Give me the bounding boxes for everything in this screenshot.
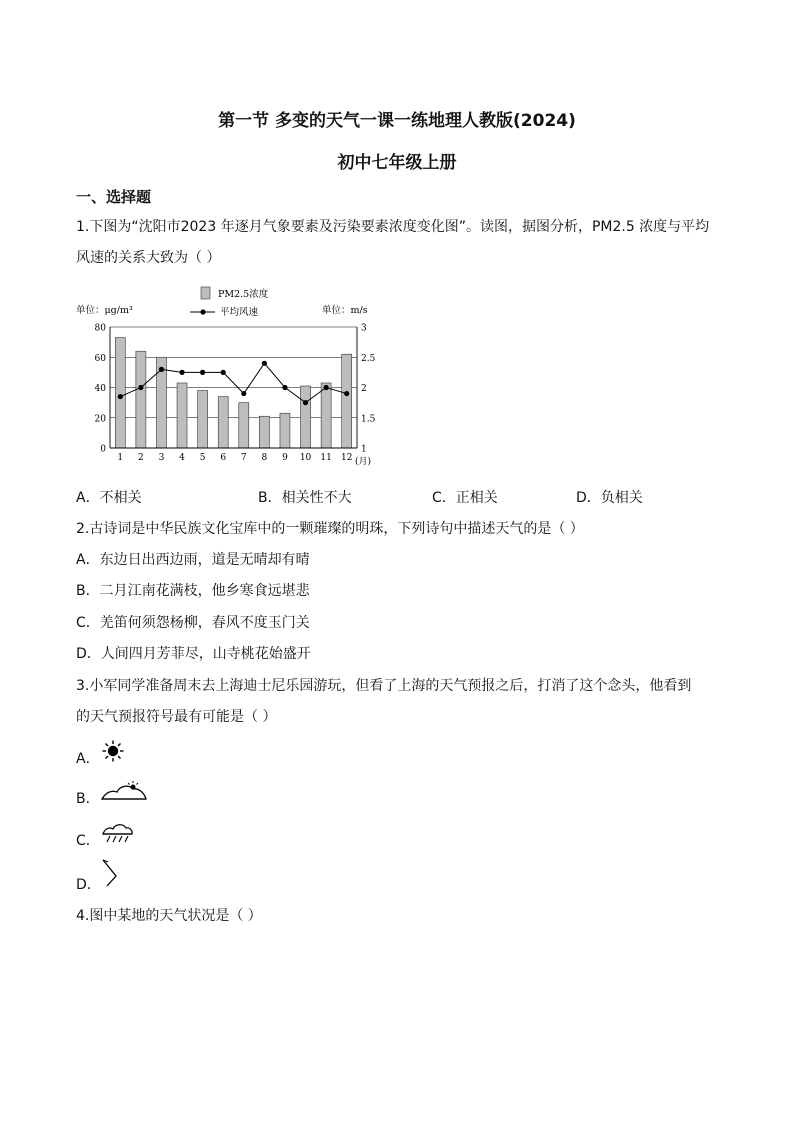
series-line — [120, 363, 346, 402]
q1-option-a[interactable]: A．不相关 — [76, 490, 142, 506]
y2-tick-label: 2 — [361, 384, 367, 394]
q3-option-d[interactable] — [76, 874, 101, 894]
page-subtitle: 初中七年级上册 — [337, 153, 457, 173]
q3-option-b[interactable] — [76, 788, 100, 808]
bar — [301, 386, 311, 448]
q1-option-c[interactable]: C．正相关 — [432, 490, 498, 506]
bar — [321, 383, 331, 448]
rain-icon — [100, 822, 134, 844]
partly-cloudy-icon — [100, 780, 148, 802]
right-unit-label: 单位：m/s — [322, 305, 368, 316]
x-tick-label: 2 — [138, 453, 144, 463]
x-tick-label: 8 — [261, 453, 268, 463]
x-tick-label: 12 — [340, 453, 353, 463]
page-title: 第一节 多变的天气一课一练地理人教版(2024) — [218, 111, 576, 131]
y-tick-label: 0 — [100, 444, 106, 455]
legend-line-label: 平均风速 — [220, 307, 259, 318]
q3-stem-line2: 的天气预报符号最有可能是（ ） — [76, 709, 277, 725]
x-tick-label: 4 — [179, 453, 185, 463]
q2-option-c[interactable]: C．羌笛何须怨杨柳，春风不度玉门关 — [76, 615, 310, 631]
line-point — [303, 400, 308, 405]
bar — [177, 383, 187, 448]
line-point — [344, 391, 349, 396]
bar — [342, 354, 352, 448]
legend-bar-swatch — [201, 287, 210, 299]
bar — [115, 338, 125, 448]
line-point — [118, 394, 123, 399]
q2-option-a[interactable]: A．东边日出西边雨，道是无晴却有晴 — [76, 552, 310, 568]
line-point — [138, 385, 143, 390]
y2-tick-label: 3 — [361, 323, 367, 334]
line-point — [179, 370, 184, 375]
x-tick-label: 3 — [158, 453, 165, 463]
y-tick-label: 80 — [94, 323, 106, 334]
wind-icon — [100, 858, 122, 888]
y-tick-label: 20 — [94, 414, 106, 425]
y2-tick-label: 1.5 — [361, 414, 376, 425]
y-tick-label: 40 — [94, 384, 106, 394]
q4-stem: 4.图中某地的天气状况是（ ） — [76, 908, 262, 924]
q3-option-c-label: C． — [76, 833, 100, 849]
line-point — [241, 391, 246, 396]
line-point — [200, 370, 205, 375]
bar — [280, 413, 290, 448]
section-heading: 一、选择题 — [76, 188, 152, 206]
line-point — [324, 385, 329, 390]
q3-stem-line1: 3.小军同学准备周末去上海迪士尼乐园游玩，但看了上海的天气预报之后，打消了这个念头，他看到 — [76, 678, 692, 694]
q1-option-b[interactable]: B．相关性不大 — [258, 490, 352, 506]
bar — [136, 351, 146, 448]
q3-option-b-label: B． — [76, 791, 100, 807]
legend-bar-label: PM2.5浓度 — [218, 289, 269, 300]
pm25-wind-chart — [70, 282, 410, 472]
q2-stem: 2.古诗词是中华民族文化宝库中的一颗璀璨的明珠，下列诗句中描述天气的是（ ） — [76, 521, 584, 537]
q3-option-c[interactable] — [76, 830, 100, 850]
x-axis-suffix: (月) — [355, 457, 372, 467]
legend-line-marker — [200, 309, 205, 314]
bar — [239, 403, 249, 448]
q1-option-d[interactable]: D．负相关 — [576, 490, 643, 506]
y2-tick-label: 2.5 — [361, 353, 376, 364]
x-tick-label: 6 — [220, 453, 227, 463]
x-tick-label: 7 — [240, 453, 247, 463]
q3-option-d-label: D． — [76, 877, 101, 893]
x-tick-label: 10 — [299, 453, 312, 463]
left-unit-label: 单位：μg/m³ — [76, 305, 133, 316]
x-tick-label: 9 — [282, 453, 288, 463]
q2-option-b[interactable]: B．二月江南花满枝，他乡寒食远堪悲 — [76, 583, 310, 599]
q2-option-d[interactable]: D．人间四月芳菲尽，山寺桃花始盛开 — [76, 646, 311, 662]
line-point — [262, 361, 267, 366]
bar — [259, 416, 269, 448]
q3-option-a[interactable] — [76, 748, 100, 768]
line-point — [282, 385, 287, 390]
x-tick-label: 1 — [117, 453, 124, 463]
line-point — [221, 370, 226, 375]
line-point — [159, 367, 164, 372]
q1-stem-line1: 1.下图为“沈阳市2023 年逐月气象要素及污染要素浓度变化图”。读图，据图分析，PM2.5 浓度与平均 — [76, 219, 710, 235]
y2-tick-label: 1 — [361, 444, 367, 455]
x-tick-label: 11 — [320, 453, 332, 463]
y-tick-label: 60 — [94, 353, 106, 364]
bar — [198, 391, 208, 448]
x-tick-label: 5 — [199, 453, 206, 463]
q3-option-a-label: A． — [76, 751, 100, 767]
q1-stem-line2: 风速的关系大致为（ ） — [76, 250, 221, 266]
sunny-icon — [102, 740, 124, 762]
bar — [218, 397, 228, 448]
